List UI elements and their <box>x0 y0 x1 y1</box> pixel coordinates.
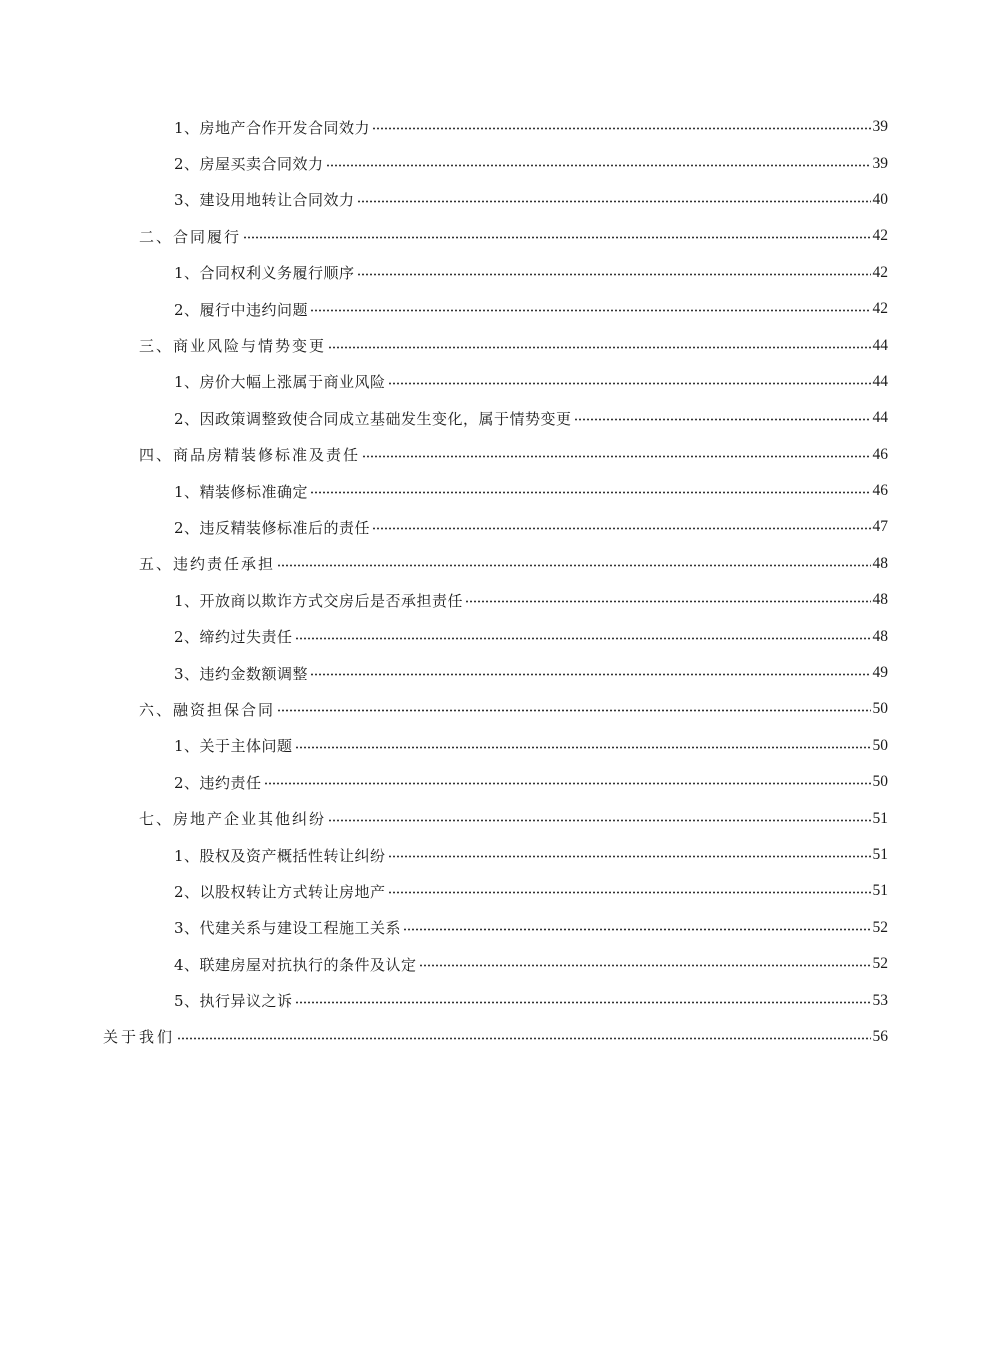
toc-entry-page-number: 44 <box>872 336 888 354</box>
toc-entry[interactable] <box>0 982 992 1018</box>
toc-entry[interactable] <box>0 910 992 946</box>
toc-entry[interactable] <box>0 145 992 181</box>
toc-entry[interactable] <box>0 364 992 400</box>
dot-leader <box>388 891 871 894</box>
toc-entry-page-number: 39 <box>872 118 888 136</box>
toc-entry-page-number: 52 <box>872 955 888 973</box>
dot-leader <box>310 491 870 494</box>
dot-leader <box>295 746 871 749</box>
toc-entry-title: 4、联建房屋对抗执行的条件及认定 <box>174 955 417 974</box>
toc-entry[interactable] <box>0 691 992 727</box>
toc-entry[interactable] <box>0 437 992 473</box>
toc-entry-page-number: 50 <box>872 700 888 718</box>
toc-entry[interactable] <box>0 728 992 764</box>
toc-entry-page-number: 44 <box>872 372 888 390</box>
toc-entry[interactable] <box>0 837 992 873</box>
toc-entry-title: 关于我们 <box>103 1028 176 1047</box>
toc-entry-title: 1、合同权利义务履行顺序 <box>174 264 355 283</box>
dot-leader <box>388 382 871 385</box>
dot-leader <box>310 309 870 312</box>
toc-entry-page-number: 48 <box>872 554 888 572</box>
toc-entry[interactable] <box>0 182 992 218</box>
toc-entry-page-number: 42 <box>872 227 888 245</box>
toc-entry-page-number: 39 <box>872 154 888 172</box>
dot-leader <box>372 127 870 130</box>
toc-entry[interactable] <box>0 109 992 145</box>
toc-entry-title: 2、履行中违约问题 <box>174 300 309 319</box>
dot-leader <box>465 600 870 603</box>
toc-entry-title: 1、精装修标准确定 <box>174 482 309 501</box>
toc-entry-page-number: 46 <box>872 445 888 463</box>
toc-entry-page-number: 51 <box>872 846 888 863</box>
toc-entry[interactable] <box>0 1019 992 1055</box>
dot-leader <box>362 455 870 458</box>
dot-leader <box>243 236 870 239</box>
toc-entry-page-number: 50 <box>872 773 888 791</box>
toc-entry[interactable] <box>0 546 992 582</box>
toc-entry-title: 二、合同履行 <box>139 227 242 246</box>
toc-entry-page-number: 56 <box>872 1027 888 1045</box>
toc-entry-title: 1、开放商以欺诈方式交房后是否承担责任 <box>174 591 464 610</box>
toc-entry[interactable] <box>0 800 992 836</box>
toc-entry-page-number: 42 <box>872 263 888 281</box>
toc-entry-title: 3、违约金数额调整 <box>174 664 309 683</box>
dot-leader <box>277 564 870 567</box>
toc-entry-title: 2、以股权转让方式转让房地产 <box>174 882 386 901</box>
toc-entry-title: 六、融资担保合同 <box>139 700 276 719</box>
dot-leader <box>310 673 870 676</box>
toc-entry-page-number: 42 <box>872 300 888 318</box>
toc-entry-title: 5、执行异议之诉 <box>174 992 293 1011</box>
toc-entry-page-number: 51 <box>872 809 888 827</box>
toc-entry-title: 2、违约责任 <box>174 773 262 792</box>
toc-entry[interactable] <box>0 618 992 654</box>
toc-entry-title: 2、违反精装修标准后的责任 <box>174 518 371 537</box>
toc-entry[interactable] <box>0 255 992 291</box>
dot-leader <box>177 1037 870 1040</box>
toc-entry-page-number: 53 <box>872 991 888 1009</box>
toc-entry-page-number: 52 <box>872 918 888 936</box>
toc-entry-title: 3、代建关系与建设工程施工关系 <box>174 919 402 938</box>
dot-leader <box>328 346 870 349</box>
dot-leader <box>326 164 871 167</box>
toc-entry-title: 七、房地产企业其他纠纷 <box>139 810 327 829</box>
dot-leader <box>264 782 871 785</box>
dot-leader <box>403 928 870 931</box>
toc-entry[interactable] <box>0 946 992 982</box>
toc-entry-page-number: 48 <box>872 591 888 609</box>
table-of-contents <box>0 109 992 1055</box>
toc-entry-page-number: 51 <box>872 882 888 900</box>
dot-leader <box>277 709 870 712</box>
toc-entry[interactable] <box>0 327 992 363</box>
toc-entry-title: 四、商品房精装修标准及责任 <box>139 446 361 465</box>
toc-entry[interactable] <box>0 873 992 909</box>
dot-leader <box>295 1001 871 1004</box>
toc-entry-title: 2、缔约过失责任 <box>174 628 293 647</box>
toc-entry-title: 2、房屋买卖合同效力 <box>174 155 324 174</box>
toc-entry-page-number: 40 <box>872 190 888 208</box>
dot-leader <box>574 418 871 421</box>
dot-leader <box>357 200 871 203</box>
toc-entry-page-number: 49 <box>872 664 888 682</box>
toc-entry-page-number: 47 <box>872 518 888 536</box>
toc-entry[interactable] <box>0 582 992 618</box>
toc-entry-title: 三、商业风险与情势变更 <box>139 337 327 356</box>
dot-leader <box>357 273 871 276</box>
toc-entry-page-number: 50 <box>872 736 888 754</box>
toc-entry-title: 1、股权及资产概括性转让纠纷 <box>174 846 386 865</box>
dot-leader <box>295 637 871 640</box>
dot-leader <box>372 527 870 530</box>
toc-entry-title: 1、房价大幅上涨属于商业风险 <box>174 373 386 392</box>
dot-leader <box>388 855 871 858</box>
dot-leader <box>419 964 871 967</box>
toc-entry[interactable] <box>0 473 992 509</box>
toc-entry[interactable] <box>0 764 992 800</box>
toc-entry[interactable] <box>0 655 992 691</box>
toc-entry-title: 1、房地产合作开发合同效力 <box>174 118 371 137</box>
toc-entry-page-number: 48 <box>872 627 888 645</box>
toc-entry[interactable] <box>0 218 992 254</box>
toc-entry[interactable] <box>0 509 992 545</box>
toc-entry[interactable] <box>0 400 992 436</box>
dot-leader <box>328 819 870 822</box>
toc-entry-title: 3、建设用地转让合同效力 <box>174 191 355 210</box>
toc-entry-title: 2、因政策调整致使合同成立基础发生变化，属于情势变更 <box>174 409 572 428</box>
toc-entry-page-number: 44 <box>872 409 888 427</box>
toc-entry-title: 1、关于主体问题 <box>174 737 293 756</box>
toc-entry-title: 五、违约责任承担 <box>139 555 276 574</box>
toc-entry[interactable] <box>0 291 992 327</box>
toc-entry-page-number: 46 <box>872 482 888 500</box>
